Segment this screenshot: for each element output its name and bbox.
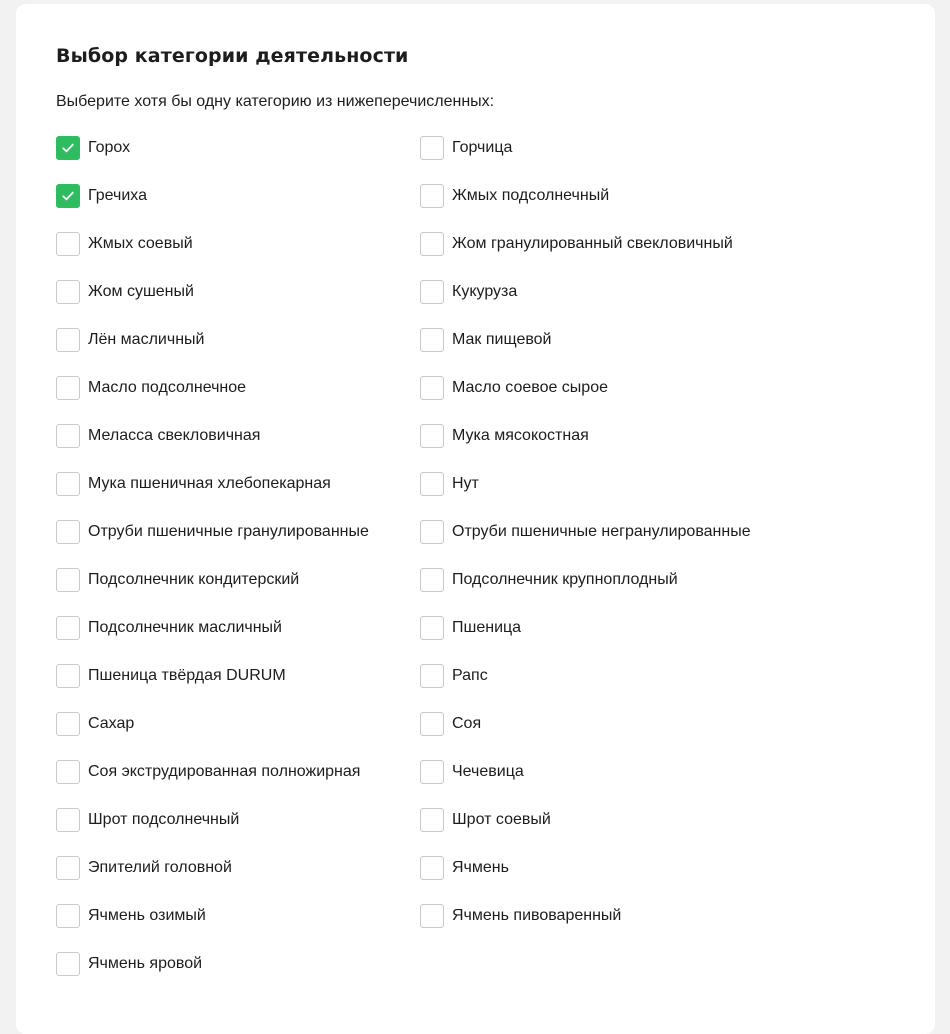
category-option-6[interactable] bbox=[420, 232, 784, 280]
category-checkbox-13[interactable] bbox=[56, 424, 80, 448]
category-label: Пшеница твёрдая DURUM bbox=[88, 667, 286, 684]
category-option-32[interactable] bbox=[420, 856, 784, 904]
category-checkbox-29[interactable] bbox=[56, 808, 80, 832]
category-option-20[interactable] bbox=[420, 568, 784, 616]
category-label: Рапс bbox=[452, 667, 488, 684]
category-option-35[interactable] bbox=[56, 952, 420, 1000]
category-label: Шрот подсолнечный bbox=[88, 811, 240, 828]
category-checkbox-7[interactable] bbox=[56, 280, 80, 304]
category-checkbox-10[interactable] bbox=[420, 328, 444, 352]
category-option-26[interactable] bbox=[420, 712, 784, 760]
category-option-8[interactable] bbox=[420, 280, 784, 328]
category-option-19[interactable] bbox=[56, 568, 420, 616]
category-label: Мука мясокостная bbox=[452, 427, 589, 444]
category-label: Масло соевое сырое bbox=[452, 379, 608, 396]
category-option-29[interactable] bbox=[56, 808, 420, 856]
category-option-24[interactable] bbox=[420, 664, 784, 712]
category-option-27[interactable] bbox=[56, 760, 420, 808]
category-label: Гречиха bbox=[88, 187, 148, 204]
category-checkbox-34[interactable] bbox=[420, 904, 444, 928]
category-option-30[interactable] bbox=[420, 808, 784, 856]
category-option-16[interactable] bbox=[420, 472, 784, 520]
category-option-33[interactable] bbox=[56, 904, 420, 952]
category-label: Жмых соевый bbox=[88, 235, 193, 252]
category-checkbox-16[interactable] bbox=[420, 472, 444, 496]
category-option-9[interactable] bbox=[56, 328, 420, 376]
category-checkbox-11[interactable] bbox=[56, 376, 80, 400]
category-option-14[interactable] bbox=[420, 424, 784, 472]
category-option-31[interactable] bbox=[56, 856, 420, 904]
category-label: Меласса свекловичная bbox=[88, 427, 261, 444]
category-label: Сахар bbox=[88, 715, 135, 732]
category-checkbox-26[interactable] bbox=[420, 712, 444, 736]
category-label: Жом гранулированный свекловичный bbox=[452, 235, 733, 252]
category-checkbox-24[interactable] bbox=[420, 664, 444, 688]
category-option-11[interactable] bbox=[56, 376, 420, 424]
category-option-5[interactable] bbox=[56, 232, 420, 280]
category-label: Ячмень пивоваренный bbox=[452, 907, 622, 924]
category-checkbox-15[interactable] bbox=[56, 472, 80, 496]
category-label: Подсолнечник кондитерский bbox=[88, 571, 300, 588]
category-checkbox-1[interactable] bbox=[56, 136, 80, 160]
category-label: Эпителий головной bbox=[88, 859, 232, 876]
category-label: Пшеница bbox=[452, 619, 522, 636]
check-icon bbox=[61, 141, 75, 155]
category-checkbox-list bbox=[56, 136, 784, 1000]
category-label: Чечевица bbox=[452, 763, 524, 780]
check-icon bbox=[61, 189, 75, 203]
category-checkbox-5[interactable] bbox=[56, 232, 80, 256]
category-option-28[interactable] bbox=[420, 760, 784, 808]
category-option-3[interactable] bbox=[56, 184, 420, 232]
form-title: Выбор категории деятельности bbox=[56, 45, 409, 67]
category-option-23[interactable] bbox=[56, 664, 420, 712]
category-checkbox-12[interactable] bbox=[420, 376, 444, 400]
category-option-22[interactable] bbox=[420, 616, 784, 664]
category-option-1[interactable] bbox=[56, 136, 420, 184]
category-checkbox-18[interactable] bbox=[420, 520, 444, 544]
category-selection-card bbox=[16, 4, 935, 1034]
category-checkbox-22[interactable] bbox=[420, 616, 444, 640]
category-checkbox-33[interactable] bbox=[56, 904, 80, 928]
category-checkbox-30[interactable] bbox=[420, 808, 444, 832]
category-option-4[interactable] bbox=[420, 184, 784, 232]
category-option-15[interactable] bbox=[56, 472, 420, 520]
category-label: Мак пищевой bbox=[452, 331, 552, 348]
category-option-12[interactable] bbox=[420, 376, 784, 424]
category-label: Нут bbox=[452, 475, 479, 492]
category-label: Соя экструдированная полножирная bbox=[88, 763, 361, 780]
category-checkbox-20[interactable] bbox=[420, 568, 444, 592]
category-label: Жмых подсолнечный bbox=[452, 187, 610, 204]
category-option-17[interactable] bbox=[56, 520, 420, 568]
category-checkbox-35[interactable] bbox=[56, 952, 80, 976]
category-checkbox-28[interactable] bbox=[420, 760, 444, 784]
category-checkbox-23[interactable] bbox=[56, 664, 80, 688]
category-label: Ячмень bbox=[452, 859, 509, 876]
category-label: Ячмень яровой bbox=[88, 955, 203, 972]
category-option-18[interactable] bbox=[420, 520, 784, 568]
category-option-2[interactable] bbox=[420, 136, 784, 184]
category-option-21[interactable] bbox=[56, 616, 420, 664]
category-label: Горчица bbox=[452, 139, 513, 156]
category-option-13[interactable] bbox=[56, 424, 420, 472]
category-checkbox-19[interactable] bbox=[56, 568, 80, 592]
category-label: Подсолнечник крупноплодный bbox=[452, 571, 678, 588]
category-label: Мука пшеничная хлебопекарная bbox=[88, 475, 331, 492]
category-checkbox-32[interactable] bbox=[420, 856, 444, 880]
category-label: Соя bbox=[452, 715, 482, 732]
form-subtitle: Выберите хотя бы одну категорию из нижеперечисленных: bbox=[56, 93, 495, 110]
category-checkbox-17[interactable] bbox=[56, 520, 80, 544]
category-checkbox-27[interactable] bbox=[56, 760, 80, 784]
category-label: Ячмень озимый bbox=[88, 907, 206, 924]
category-checkbox-9[interactable] bbox=[56, 328, 80, 352]
category-label: Лён масличный bbox=[88, 331, 205, 348]
category-checkbox-3[interactable] bbox=[56, 184, 80, 208]
category-option-10[interactable] bbox=[420, 328, 784, 376]
category-option-34[interactable] bbox=[420, 904, 784, 952]
category-label: Жом сушеный bbox=[88, 283, 194, 300]
category-label: Отруби пшеничные гранулированные bbox=[88, 523, 369, 540]
category-label: Масло подсолнечное bbox=[88, 379, 247, 396]
category-checkbox-21[interactable] bbox=[56, 616, 80, 640]
category-checkbox-25[interactable] bbox=[56, 712, 80, 736]
category-checkbox-14[interactable] bbox=[420, 424, 444, 448]
category-label: Горох bbox=[88, 139, 131, 156]
category-label: Отруби пшеничные негранулированные bbox=[452, 523, 751, 540]
category-label: Шрот соевый bbox=[452, 811, 551, 828]
category-option-7[interactable] bbox=[56, 280, 420, 328]
category-label: Подсолнечник масличный bbox=[88, 619, 282, 636]
category-checkbox-6[interactable] bbox=[420, 232, 444, 256]
category-checkbox-8[interactable] bbox=[420, 280, 444, 304]
category-checkbox-4[interactable] bbox=[420, 184, 444, 208]
category-label: Кукуруза bbox=[452, 283, 518, 300]
category-checkbox-2[interactable] bbox=[420, 136, 444, 160]
category-checkbox-31[interactable] bbox=[56, 856, 80, 880]
category-option-25[interactable] bbox=[56, 712, 420, 760]
